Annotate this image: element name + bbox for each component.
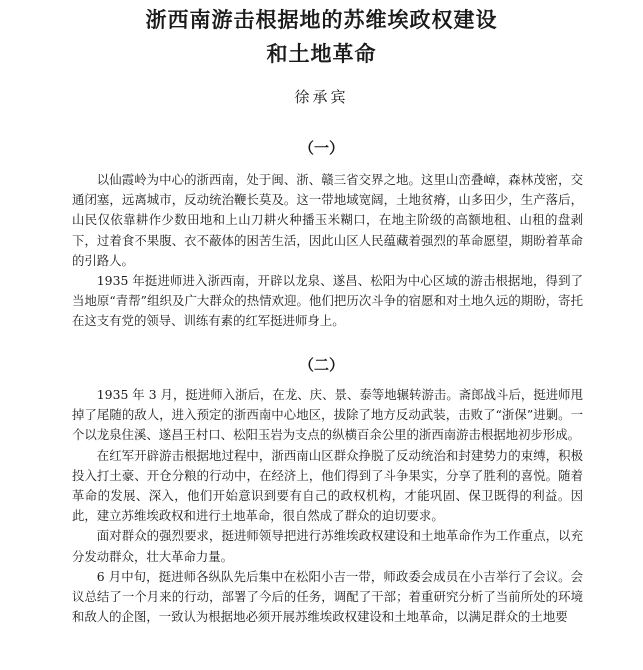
article-title-line2: 和土地革命 bbox=[266, 42, 377, 66]
section-2-paragraph: 在红军开辟游击根据地过程中，浙西南山区群众挣脱了反动统治和封建势力的束缚，积极投入打土豪、开仓分粮的行动中，在经济上，他们得到了斗争果实，分享了胜利的喜悦。随着革命的发展、深入，他们开始意识到要有自己的政权机构，才能巩固、保卫既得的利益。因此，建立苏维埃政权和进行土地革命，很自然成了群众的迫切要求。 bbox=[72, 447, 583, 524]
section-2-paragraph: 6 月中旬，挺进师各纵队先后集中在松阳小吉一带，师政委会成员在小吉举行了会议。会议总结了一个月来的行动，部署了今后的任务，调配了干部；着重研究分析了当前所处的环境和敌人的企图，一致认为根据地必须开展苏维埃政权建设和土地革命，以满足群众的土地要 bbox=[72, 568, 583, 625]
section-1-paragraph: 以仙霞岭为中心的浙西南，处于闽、浙、赣三省交界之地。这里山峦叠嶂，森林茂密，交通闭塞，远离城市，反动统治鞭长莫及。这一带地域宽阔，土地贫瘠，山多田少，生产落后，山民仅依靠耕作少数田地和上山刀耕火种播玉米糊口，在地主阶级的高额地租、山租的盘剥下，过着食不果腹、衣不蔽体的困苦生活，因此山区人民蕴藏着强烈的革命愿望，期盼着革命的引路人。 bbox=[72, 172, 583, 268]
section-2-paragraph: 1935 年 3 月，挺进师入浙后，在龙、庆、景、泰等地辗转游击。斋郎战斗后，挺进师甩掉了尾随的敌人，进入预定的浙西南中心地区，拔除了地方反动武装，击败了“浙保”进剿。一个以龙泉住溪、遂昌王村口、松阳玉岩为支点的纵横百余公里的浙西南游击根据地初步形成。 bbox=[72, 387, 583, 443]
article-title-line1: 浙西南游击根据地的苏维埃政权建设 bbox=[145, 8, 498, 32]
section-1-paragraph: 1935 年挺进师进入浙西南，开辟以龙泉、遂昌、松阳为中心区域的游击根据地，得到了当地原“青帮”组织及广大群众的热情欢迎。他们把历次斗争的宿愿和对土地久远的期盼，寄托在这支有党的领导、训练有素的红军挺进师身上。 bbox=[72, 273, 583, 329]
section-2-heading: （二） bbox=[298, 356, 344, 374]
section-1-heading: （一） bbox=[298, 139, 344, 157]
section-1-body bbox=[72, 170, 583, 332]
article-author: 徐承宾 bbox=[294, 88, 349, 106]
section-2-body bbox=[72, 385, 583, 627]
section-2-paragraph: 面对群众的强烈要求，挺进师领导把进行苏维埃政权建设和土地革命作为工作重点，以充分发动群众，壮大革命力量。 bbox=[72, 528, 583, 564]
